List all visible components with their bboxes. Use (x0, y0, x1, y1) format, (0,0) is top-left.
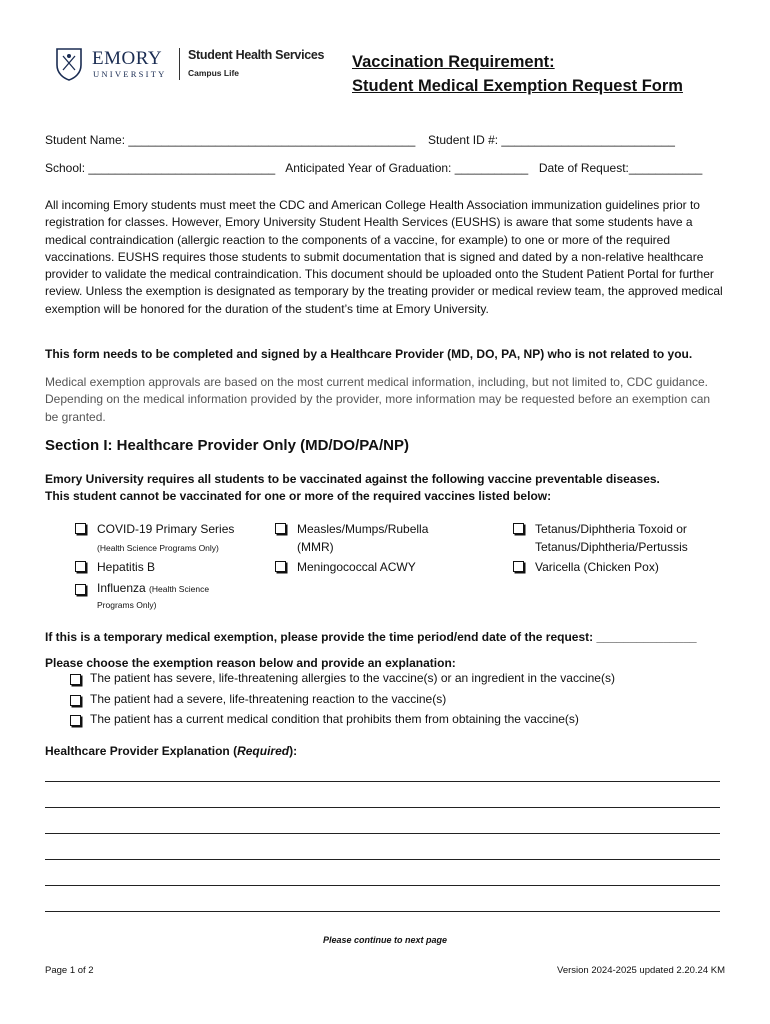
graduation-year-field[interactable]: Anticipated Year of Graduation: ___________ (285, 161, 529, 175)
explanation-line[interactable] (45, 781, 720, 782)
intro-paragraph: All incoming Emory students must meet the CDC and American College Health Association immunization guidelines prior to registration for classes. However, Emory University Student Health Services (EUSHS) is aware that some students have a medical contraindication (allergic reaction to the components of a vaccine, for example) to one or more of the required vaccinations. EUSHS requires those students to submit documentation that is signed and dated by a non-relative healthcare provider to validate the medical contraindication. This document should be uploaded onto the Student Patient Portal for further review. Unless the exemption is designated as temporary by the treating provider or medical review team, the approved medical exemption will be honored for the duration of the student’s time at Emory University. (45, 198, 723, 316)
hepatitis-b-label: Hepatitis B (97, 560, 156, 574)
student-name-field[interactable]: Student Name: ___________________________________________ (45, 133, 416, 147)
form-title (352, 50, 683, 98)
form-title-line2: Student Medical Exemption Request Form (352, 77, 683, 95)
provider-requirement: This form needs to be completed and signed by a Healthcare Provider (MD, DO, PA, NP) who is not related to you. (45, 347, 693, 361)
form-title-line1: Vaccination Requirement: (352, 53, 555, 71)
emory-logo (55, 47, 335, 83)
checkbox-icon[interactable] (275, 523, 286, 534)
emory-wordmark: EMORY (92, 48, 163, 69)
emory-shield-icon (55, 47, 83, 81)
explanation-line[interactable] (45, 859, 720, 860)
checkbox-icon[interactable] (75, 584, 86, 595)
required-marker: Required (237, 744, 290, 758)
meningococcal-label: Meningococcal ACWY (297, 560, 416, 574)
explanation-label: Healthcare Provider Explanation (Required): (45, 744, 298, 758)
tdap-label-2: Tetanus/Diphtheria/Pertussis (535, 540, 688, 554)
influenza-note-1: (Health Science (149, 584, 210, 594)
explanation-line[interactable] (45, 833, 720, 834)
checkbox-icon[interactable] (70, 715, 81, 726)
explanation-line[interactable] (45, 911, 720, 912)
section-1-heading: Section I: Healthcare Provider Only (MD/DO/PA/NP) (45, 437, 409, 454)
tdap-label-1: Tetanus/Diphtheria Toxoid or (535, 522, 687, 536)
division-name: Campus Life (188, 68, 240, 78)
influenza-label: Influenza (97, 581, 146, 595)
reason-prompt: Please choose the exemption reason below and provide an explanation: (45, 656, 456, 670)
mmr-label-1: Measles/Mumps/Rubella (297, 522, 429, 536)
checkbox-icon[interactable] (75, 523, 86, 534)
checkbox-icon[interactable] (70, 674, 81, 685)
reason-label: The patient has a current medical condition that prohibits them from obtaining the vaccine(s) (90, 712, 579, 726)
mmr-label-2: (MMR) (297, 540, 334, 554)
explanation-line[interactable] (45, 807, 720, 808)
date-of-request-field[interactable]: Date of Request:___________ (538, 161, 703, 175)
student-info-row (45, 133, 675, 147)
covid-note: (Health Science Programs Only) (97, 543, 219, 553)
school-info-row (45, 161, 702, 175)
vaccine-requirement-line2: This student cannot be vaccinated for one or more of the required vaccines listed below: (45, 489, 552, 503)
university-wordmark: UNIVERSITY (93, 69, 167, 79)
checkbox-icon[interactable] (275, 561, 286, 572)
checkbox-icon[interactable] (513, 561, 524, 572)
covid-label: COVID-19 Primary Series (97, 522, 235, 536)
checkbox-icon[interactable] (75, 561, 86, 572)
department-name: Student Health Services (188, 48, 325, 62)
approval-note: Medical exemption approvals are based on the most current medical information, including, but not limited to, CDC guidance. Depending on the medical information provided by the provider, more information may be requested before an exemption can be granted. (45, 375, 711, 424)
checkbox-icon[interactable] (513, 523, 524, 534)
explanation-line[interactable] (45, 885, 720, 886)
influenza-note-2: Programs Only) (97, 600, 157, 610)
vaccine-requirement-line1: Emory University requires all students to be vaccinated against the following vaccine preventable diseases. (45, 472, 660, 486)
page-number: Page 1 of 2 (45, 965, 94, 976)
temporary-exemption-field[interactable]: If this is a temporary medical exemption, please provide the time period/end date of the request: _______________ (45, 630, 697, 644)
varicella-label: Varicella (Chicken Pox) (535, 560, 659, 574)
checkbox-icon[interactable] (70, 695, 81, 706)
continue-note: Please continue to next page (322, 935, 448, 945)
school-field[interactable]: School: ____________________________ (45, 161, 276, 175)
reason-label: The patient has severe, life-threatening allergies to the vaccine(s) or an ingredient in the vaccine(s) (90, 671, 615, 685)
logo-divider (179, 48, 180, 80)
version-info: Version 2024-2025 updated 2.20.24 KM (557, 965, 725, 976)
student-id-field[interactable]: Student ID #: __________________________ (428, 133, 675, 147)
reason-label: The patient had a severe, life-threatening reaction to the vaccine(s) (90, 692, 447, 706)
